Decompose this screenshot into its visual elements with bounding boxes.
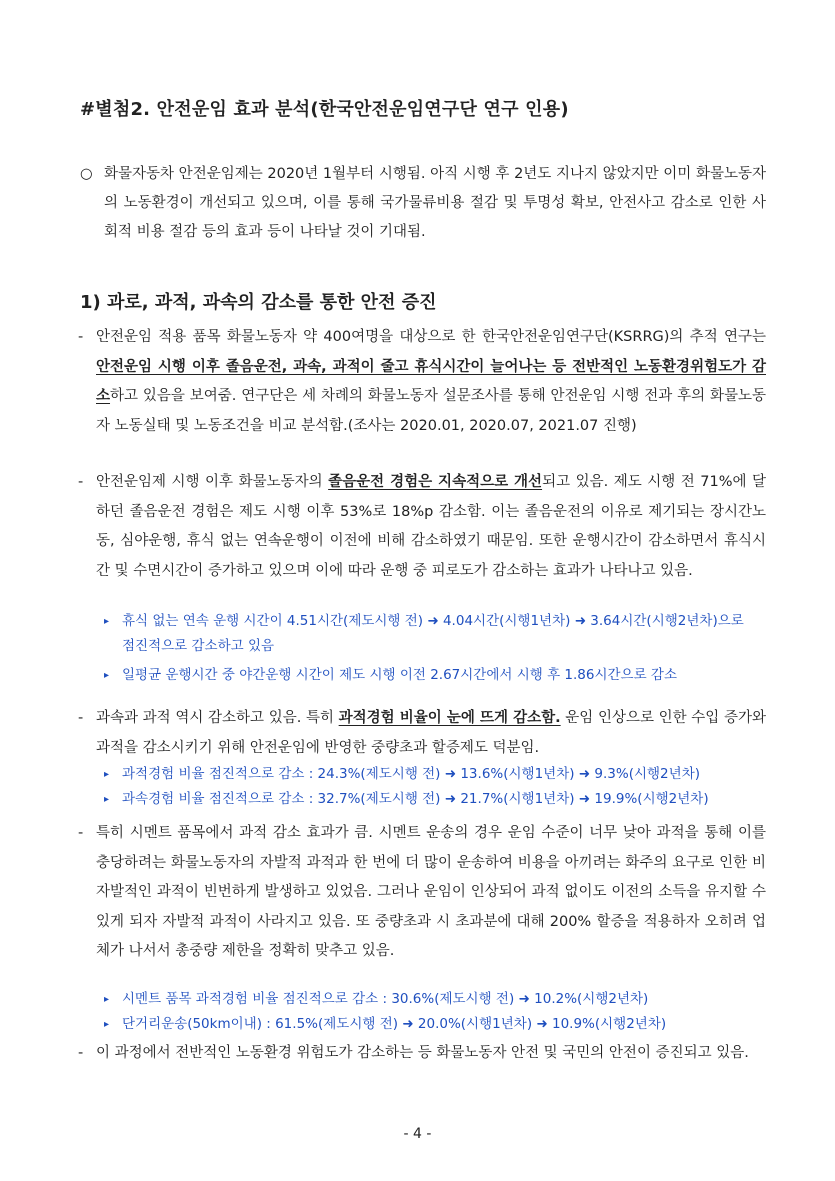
paragraph-1-highlight: 안전운임 시행 이후 졸음운전, 과속, 과적이 줄고 휴식시간이 늘어나는 등 전반적인 노동환경위험도가 감소 (96, 358, 766, 404)
paragraph-2-highlight: 졸음운전 경험은 지속적으로 개선 (328, 474, 543, 490)
paragraph-3-pre: 과속과 과적 역시 감소하고 있음. 특히 (96, 710, 339, 726)
section-heading: 1) 과로, 과적, 과속의 감소를 통한 안전 증진 (80, 292, 437, 313)
bullet-text: 과속경험 비율 점진적으로 감소 : 32.7%(제도시행 전) ➜ 21.7%(시행1년차) ➜ 19.9%(시행2년차) (122, 791, 709, 807)
dash-marker: - (78, 329, 84, 345)
bullet-text: 과적경험 비율 점진적으로 감소 : 24.3%(제도시행 전) ➜ 13.6%(시행1년차) ➜ 9.3%(시행2년차) (122, 766, 700, 782)
page-number: - 4 - (403, 1126, 432, 1142)
intro-text: 화물자동차 안전운임제는 2020년 1월부터 시행됨. 아직 시행 후 2년도 지나지 않았지만 이미 화물노동자의 노동환경이 개선되고 있으며, 이를 통해 국가물류비용 절감 및 투명성 확보, 안전사고 감소로 인한 사회적 비용 절감 등의 효과 등이 나타날 것이 기대됨. (104, 166, 766, 240)
triangle-bullet-icon: ▸ (104, 794, 110, 805)
paragraph-3-highlight: 과적경험 비율이 눈에 뜨게 감소함. (338, 710, 561, 726)
triangle-bullet-icon: ▸ (104, 994, 110, 1005)
paragraph-3-post: 운임 인상으로 인한 수입 증가와 과적을 감소시키기 위해 안전운임에 반영한 중량초과 할증제도 덕분임. (96, 710, 766, 756)
dash-marker: - (78, 1045, 84, 1061)
bullet-text: 단거리운송(50km이내) : 61.5%(제도시행 전) ➜ 20.0%(시행1년차) ➜ 10.9%(시행2년차) (122, 1016, 667, 1032)
bullet-list-3 (100, 762, 760, 812)
paragraph-3 (76, 704, 766, 763)
bullet-text: 시멘트 품목 과적경험 비율 점진적으로 감소 : 30.6%(제도시행 전) ➜ 10.2%(시행2년차) (122, 991, 649, 1007)
bullet-item (100, 762, 760, 787)
triangle-bullet-icon: ▸ (104, 1019, 110, 1030)
intro-paragraph (76, 160, 766, 247)
paragraph-1 (76, 323, 766, 441)
bullet-item (100, 987, 760, 1012)
page-title: #별첨2. 안전운임 효과 분석(한국안전운임연구단 연구 인용) (80, 99, 569, 120)
bullet-item (100, 1012, 760, 1037)
bullet-item (100, 609, 760, 659)
triangle-bullet-icon: ▸ (104, 670, 110, 681)
paragraph-2-pre: 안전운임제 시행 이후 화물노동자의 (96, 474, 329, 490)
bullet-list-2 (100, 609, 760, 688)
dash-marker: - (78, 710, 84, 726)
bullet-list-4 (100, 987, 760, 1037)
paragraph-5 (76, 1039, 766, 1069)
triangle-bullet-icon: ▸ (104, 616, 110, 627)
bullet-item (100, 787, 760, 812)
dash-marker: - (78, 825, 84, 841)
bullet-text: 휴식 없는 연속 운행 시간이 4.51시간(제도시행 전) ➜ 4.04시간(시행1년차) ➜ 3.64시간(시행2년차)으로 점진적으로 감소하고 있음 (122, 613, 744, 654)
paragraph-2-post: 되고 있음. 제도 시행 전 71%에 달하던 졸음운전 경험은 제도 시행 이후 53%로 18%p 감소함. 이는 졸음운전의 이유로 제기되는 장시간노동, 심야운행, 휴식 없는 연속운행이 이전에 비해 감소하였기 때문임. 또한 운행시간이 감소하면서 휴식시간 및 수면시간이 증가하고 있으며 이에 따라 운행 중 피로도가 감소하는 효과가 나타나고 있음. (96, 474, 766, 579)
bullet-item (100, 663, 760, 688)
paragraph-4 (76, 819, 766, 967)
paragraph-5-text: 이 과정에서 전반적인 노동환경 위험도가 감소하는 등 화물노동자 안전 및 국민의 안전이 증진되고 있음. (96, 1045, 749, 1061)
bullet-text: 일평균 운행시간 중 야간운행 시간이 제도 시행 이전 2.67시간에서 시행 후 1.86시간으로 감소 (122, 667, 678, 683)
paragraph-1-post: 하고 있음을 보여줌. 연구단은 세 차례의 화물노동자 설문조사를 통해 안전운임 시행 전과 후의 화물노동자 노동실태 및 노동조건을 비교 분석함.(조사는 2020.01, 2020.07, 2021.07 진행) (96, 388, 766, 434)
dash-marker: - (78, 474, 84, 490)
paragraph-1-pre: 안전운임 적용 품목 화물노동자 약 400여명을 대상으로 한 한국안전운임연구단(KSRRG)의 추적 연구는 (96, 329, 766, 345)
circle-bullet-icon: ○ (80, 166, 93, 182)
paragraph-4-text: 특히 시멘트 품목에서 과적 감소 효과가 큼. 시멘트 운송의 경우 운임 수준이 너무 낮아 과적을 통해 이를 충당하려는 화물노동자의 자발적 과적과 한 번에 더 많이 운송하여 비용을 아끼려는 화주의 요구로 인한 비자발적인 과적이 빈번하게 발생하고 있었음. 그러나 운임이 인상되어 과적 없이도 이전의 소득을 유지할 수 있게 되자 자발적 과적이 사라지고 있음. 또 중량초과 시 초과분에 대해 200% 할증을 적용하자 오히려 업체가 나서서 총중량 제한을 정확히 맞추고 있음. (96, 825, 766, 959)
triangle-bullet-icon: ▸ (104, 769, 110, 780)
paragraph-2 (76, 468, 766, 586)
